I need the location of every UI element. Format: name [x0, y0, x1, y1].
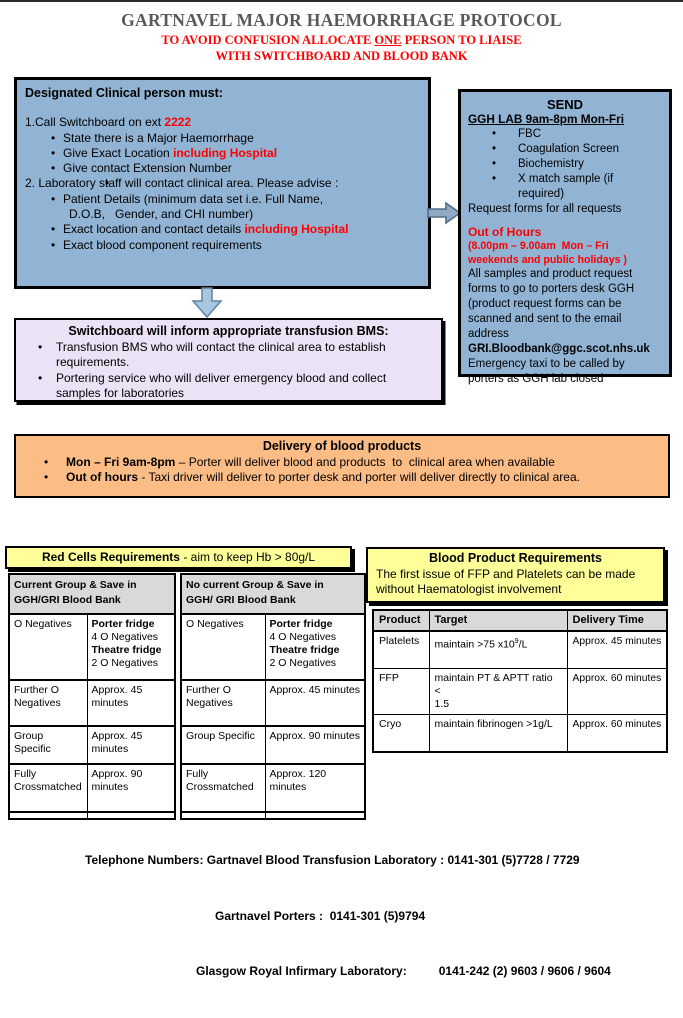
telephone-numbers [0, 814, 683, 1018]
table-row: Group Specific Approx. 45 minutes [9, 726, 175, 764]
bloodbank-email: GRI.Bloodbank@ggc.scot.nhs.uk [468, 343, 650, 355]
delivery-box [14, 434, 670, 498]
send-bullet: • Biochemistry [468, 157, 662, 172]
send-bullet: • X match sample (if required) [468, 172, 662, 202]
blood-product-subtitle: without Haematologist involvement [376, 582, 562, 596]
send-body: Emergency taxi to be called by porters as GGH lab closed [468, 358, 625, 385]
table-row: Platelets maintain >75 $x10^9/L$ Approx. 45 minutes [373, 631, 667, 669]
subtitle-line1: TO AVOID CONFUSION ALLOCATE ONE PERSON TO LIAISE [161, 33, 522, 47]
table-row: Cryo maintain fibrinogen >1g/L Approx. 60 minutes [373, 715, 667, 753]
send-bullet: • Coagulation Screen [468, 142, 662, 157]
switchboard-title: Switchboard will inform appropriate transfusion BMS: [68, 324, 389, 338]
table-row: Further O Negatives Approx. 45 minutes [9, 680, 175, 726]
step1-line: 1.Call Switchboard on ext 2222 [25, 115, 192, 130]
delivery-bullet: • Mon – Fri 9am-8pm – Porter will deliver blood and products to clinical area when available [26, 455, 658, 471]
phone-line: Glasgow Royal Infirmary Laboratory: 0141-242 (2) 9603 / 9606 / 9604 [196, 964, 611, 978]
switchboard-bullet: • Portering service who will deliver emergency blood and collect samples for laboratories [26, 371, 431, 402]
switchboard-bullet: • Transfusion BMS who will contact the clinical area to establish requirements. [26, 340, 431, 371]
phone-line: Gartnavel Porters : 0141-301 (5)9794 [215, 908, 426, 923]
blood-product-title: Blood Product Requirements [429, 551, 602, 565]
red-cells-table-current-gs [8, 573, 176, 820]
out-of-hours-times: (8.00pm – 9.00am Mon – Fri [468, 240, 609, 252]
switchboard-box [14, 318, 443, 402]
step2-bullet: • Patient Details (minimum data set i.e. Full Name, [25, 192, 420, 207]
step1-bullet: • State there is a Major Haemorrhage [25, 131, 420, 146]
page-subtitle [0, 33, 683, 64]
send-bullet: • FBC [468, 127, 662, 142]
out-of-hours-title: Out of Hours [468, 225, 542, 239]
table-header-row: Product Target Delivery Time [373, 610, 667, 631]
step1-bullet: • Give contact Extension Number [25, 161, 420, 176]
delivery-title: Delivery of blood products [262, 439, 422, 453]
step1-bullet: • Give Exact Location including Hospital [25, 146, 420, 161]
blood-product-subtitle: The first issue of FFP and Platelets can be made [376, 566, 636, 581]
arrow-down-icon [191, 287, 223, 318]
table-row: O Negatives Porter fridge 4 O Negatives Theatre fridge 2 O Negatives [181, 614, 365, 680]
step2-bullet: • Exact blood component requirements [25, 238, 420, 253]
red-cells-table-no-current-gs [180, 573, 366, 820]
out-of-hours-times: weekends and public holidays ) [468, 253, 627, 266]
send-lab-hours: GGH LAB 9am-8pm Mon-Fri [468, 112, 624, 126]
table-row: O Negatives Porter fridge 4 O Negatives Theatre fridge 2 O Negatives [9, 614, 175, 680]
send-note: Request forms for all requests [468, 203, 622, 215]
table-row: FFP maintain PT & APTT ratio < 1.5 Approx. 60 minutes [373, 669, 667, 715]
ext-number: 2222 [164, 115, 192, 130]
step2-bullet-cont: D.O.B, Gender, and CHI number) [69, 207, 254, 222]
arrow-right-icon [427, 200, 461, 226]
table-row: Fully Crossmatched Approx. 120 minutes [181, 764, 365, 812]
designated-clinical-person-box [14, 77, 431, 289]
table-row: Group Specific Approx. 90 minutes [181, 726, 365, 764]
blood-product-table [372, 609, 668, 753]
underlined-one: ONE [374, 33, 402, 47]
send-box [458, 89, 672, 385]
step2-line: 2. Laboratory staff will contact clinical area. Please advise : [25, 176, 339, 191]
send-body: All samples and product request forms to go to porters desk GGH (product request forms can be scanned and sent to the email address [468, 268, 635, 340]
table-row: Further O Negatives Approx. 45 minutes [181, 680, 365, 726]
page-title: GARTNAVEL MAJOR HAEMORRHAGE PROTOCOL [121, 10, 562, 30]
phone-line: Telephone Numbers: Gartnavel Blood Transfusion Laboratory : 0141-301 (5)7728 / 7729 [85, 853, 580, 867]
table-header: No current Group & Save in GGH/ GRI Blood Bank [181, 574, 365, 614]
red-cells-requirements-header: Red Cells Requirements - aim to keep Hb > 80g/L [5, 546, 352, 569]
blood-product-requirements-box [366, 547, 665, 603]
subtitle-line2: WITH SWITCHBOARD AND BLOOD BANK [215, 48, 468, 63]
step2-bullet: • Exact location and contact details including Hospital [25, 222, 420, 237]
table-row: Fully Crossmatched Approx. 90 minutes [9, 764, 175, 812]
table-header: Current Group & Save in GGH/GRI Blood Bank [9, 574, 175, 614]
delivery-bullet: • Out of hours - Taxi driver will deliver to porter desk and porter will deliver directly to clinical area. [26, 470, 658, 486]
clinical-box-title: Designated Clinical person must: [25, 86, 223, 100]
page-header [0, 10, 683, 64]
send-title: SEND [546, 97, 584, 112]
